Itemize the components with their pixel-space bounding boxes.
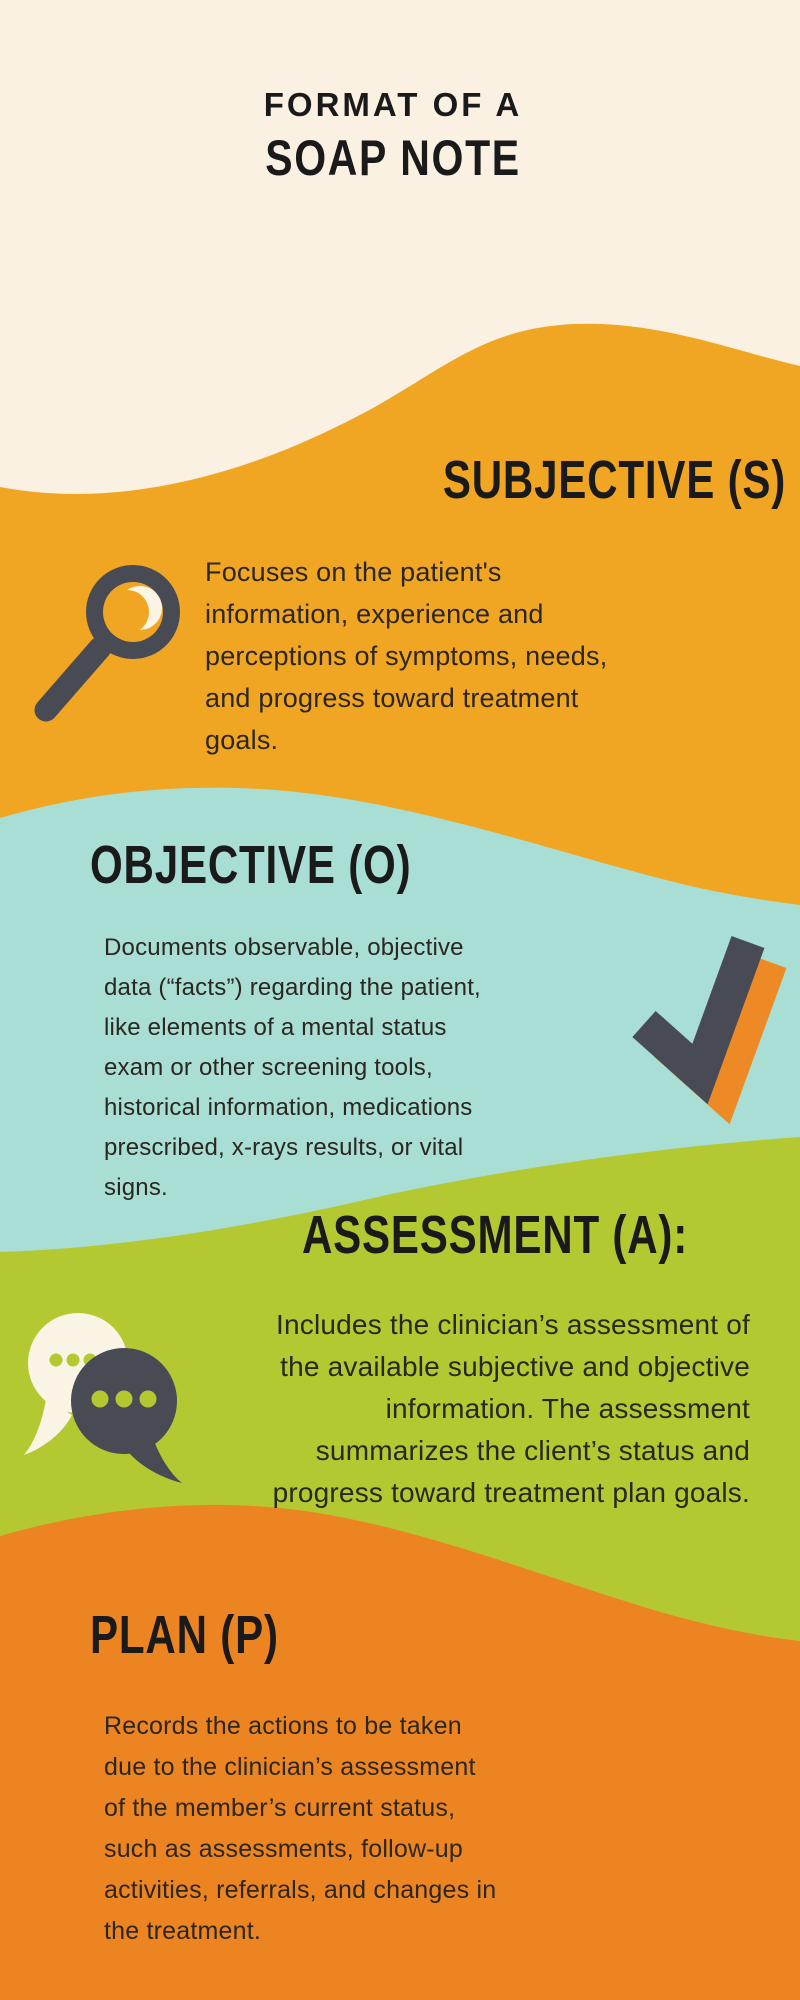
body-line: goals.	[205, 725, 279, 755]
body-line: of the member’s current status,	[104, 1794, 456, 1822]
assessment-body	[273, 1304, 750, 1514]
body-line: like elements of a mental status	[104, 1014, 447, 1041]
body-line: and progress toward treatment	[205, 683, 579, 713]
body-line: due to the clinician’s assessment	[104, 1753, 476, 1781]
body-line: Includes the clinician’s assessment of	[276, 1309, 750, 1340]
plan-body	[104, 1706, 496, 1952]
body-line: such as assessments, follow-up	[104, 1835, 463, 1863]
magnifier-icon	[20, 552, 190, 727]
objective-body	[104, 928, 481, 1208]
body-line: perceptions of symptoms, needs,	[205, 641, 608, 671]
heading-assessment: ASSESSMENT (A):	[301, 1205, 689, 1265]
heading-plan: PLAN (P)	[90, 1605, 279, 1665]
body-line: the treatment.	[104, 1917, 262, 1945]
title-line-1: FORMAT OF A	[263, 86, 523, 123]
body-line: Records the actions to be taken	[104, 1712, 462, 1740]
body-line: Focuses on the patient's	[205, 557, 502, 587]
front-bubble-dot	[116, 1391, 133, 1408]
body-line: exam or other screening tools,	[104, 1054, 433, 1081]
body-line: signs.	[104, 1174, 168, 1201]
subjective-body	[205, 551, 607, 761]
body-line: activities, referrals, and changes in	[104, 1876, 497, 1904]
title-line-2: SOAP NOTE	[265, 130, 521, 186]
lens-highlight-mask	[105, 590, 149, 634]
back-bubble-dot	[67, 1354, 80, 1367]
magnifier-handle	[46, 648, 100, 710]
heading-subjective: SUBJECTIVE (S)	[442, 450, 786, 510]
body-line: information, experience and	[205, 599, 544, 629]
body-line: the available subjective and objective	[280, 1351, 750, 1382]
heading-objective: OBJECTIVE (O)	[90, 835, 412, 895]
body-line: progress toward treatment plan goals.	[272, 1477, 750, 1508]
body-line: prescribed, x-rays results, or vital	[104, 1134, 464, 1161]
body-line: historical information, medications	[104, 1094, 473, 1121]
front-bubble-dot	[92, 1391, 109, 1408]
front-bubble-dot	[140, 1391, 157, 1408]
body-line: summarizes the client’s status and	[315, 1435, 750, 1466]
front-bubble-tail	[126, 1441, 182, 1483]
poster-title	[0, 86, 786, 186]
speech-bubbles-icon	[12, 1303, 192, 1485]
checkmark-icon	[600, 908, 800, 1128]
body-line: Documents observable, objective	[104, 934, 464, 961]
body-line: information. The assessment	[385, 1393, 750, 1424]
body-line: data (“facts”) regarding the patient,	[104, 974, 481, 1001]
back-bubble-dot	[50, 1354, 63, 1367]
